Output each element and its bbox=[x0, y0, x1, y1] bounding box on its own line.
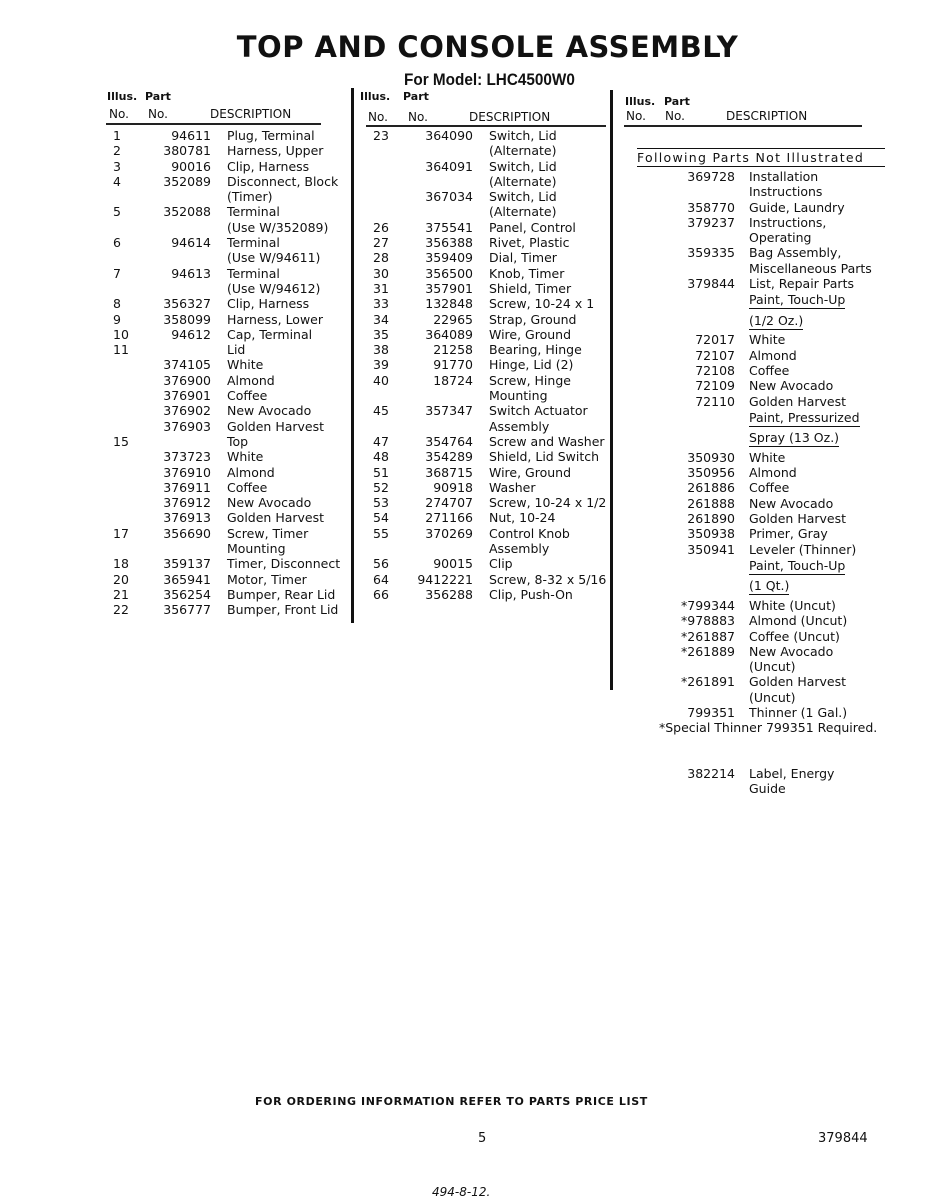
header-description: DESCRIPTION bbox=[726, 109, 808, 123]
part-number: 369728 bbox=[687, 169, 735, 184]
description: Paint, Touch-Up bbox=[749, 292, 846, 308]
part-number: 352088 bbox=[163, 204, 211, 220]
illus-number: 11 bbox=[113, 342, 129, 358]
illus-number: 9 bbox=[113, 311, 121, 327]
page-number: 5 bbox=[478, 1131, 487, 1146]
description: New Avocado bbox=[749, 643, 834, 659]
description: Rivet, Plastic bbox=[489, 235, 570, 251]
illus-number: 56 bbox=[373, 556, 389, 572]
header-part: Part bbox=[664, 95, 690, 108]
description: Operating bbox=[749, 230, 812, 246]
description: Control Knob bbox=[489, 525, 570, 541]
part-number: 358770 bbox=[687, 199, 735, 215]
part-number: 271166 bbox=[425, 510, 473, 526]
description: Shield, Lid Switch bbox=[489, 449, 600, 465]
description: Dial, Timer bbox=[489, 250, 557, 266]
part-number: *261891 bbox=[681, 674, 735, 690]
illus-number: 45 bbox=[373, 403, 389, 419]
part-number: 376913 bbox=[163, 510, 211, 526]
header-illus: Illus. bbox=[107, 90, 138, 103]
description: Installation bbox=[749, 169, 819, 184]
description: White bbox=[749, 449, 786, 465]
illus-number: 53 bbox=[373, 495, 389, 511]
description: Switch, Lid bbox=[489, 128, 557, 143]
description: Strap, Ground bbox=[489, 311, 577, 327]
part-number: 373723 bbox=[163, 449, 211, 465]
description: *Special Thinner 799351 Required. bbox=[659, 720, 878, 736]
description: New Avocado bbox=[749, 378, 834, 394]
description: Bumper, Rear Lid bbox=[227, 586, 336, 602]
header-illus-no: No. bbox=[626, 109, 646, 123]
column-divider bbox=[351, 88, 354, 623]
ordering-footer: FOR ORDERING INFORMATION REFER TO PARTS PRICE LIST bbox=[255, 1095, 648, 1108]
part-number: 350938 bbox=[687, 526, 735, 542]
description: Golden Harvest bbox=[227, 510, 325, 526]
description: (Uncut) bbox=[749, 659, 796, 675]
illus-number: 6 bbox=[113, 235, 121, 251]
description: Clip, Harness bbox=[227, 158, 310, 174]
illus-number: 5 bbox=[113, 204, 121, 220]
part-number: 356500 bbox=[425, 265, 473, 281]
part-number: 357901 bbox=[425, 280, 473, 296]
part-number: 376900 bbox=[163, 372, 211, 388]
document-number: 379844 bbox=[818, 1131, 868, 1146]
description: (1/2 Oz.) bbox=[749, 312, 804, 328]
part-number: 357347 bbox=[425, 403, 473, 419]
part-number: 375541 bbox=[425, 219, 473, 235]
description: Mounting bbox=[489, 388, 548, 404]
description: Timer, Disconnect bbox=[227, 556, 341, 572]
header-part: Part bbox=[403, 90, 429, 103]
part-number: 356288 bbox=[425, 586, 473, 602]
illus-number: 15 bbox=[113, 433, 129, 449]
description: Hinge, Lid (2) bbox=[489, 357, 574, 373]
part-number: 359137 bbox=[163, 556, 211, 572]
illus-number: 8 bbox=[113, 296, 121, 312]
handwritten-note: 494-8-12. bbox=[432, 1185, 491, 1199]
description: Switch Actuator bbox=[489, 403, 588, 419]
part-number: 364090 bbox=[425, 128, 473, 143]
description: Primer, Gray bbox=[749, 526, 828, 542]
description: Coffee (Uncut) bbox=[749, 628, 840, 644]
description: (Use W/94611) bbox=[227, 250, 321, 266]
header-part-no: No. bbox=[148, 107, 168, 121]
description: Bumper, Front Lid bbox=[227, 602, 339, 618]
description: Wire, Ground bbox=[489, 464, 572, 480]
description: Golden Harvest bbox=[749, 511, 847, 527]
description: Shield, Timer bbox=[489, 280, 572, 296]
description: Instructions, bbox=[749, 214, 827, 230]
part-number: 261888 bbox=[687, 495, 735, 511]
part-number: 9412221 bbox=[417, 571, 473, 587]
description: Instructions bbox=[749, 184, 823, 200]
page-title: TOP AND CONSOLE ASSEMBLY bbox=[236, 30, 739, 64]
description: Golden Harvest bbox=[749, 674, 847, 690]
description: White bbox=[749, 332, 786, 348]
header-part-no: No. bbox=[665, 109, 685, 123]
description: New Avocado bbox=[227, 403, 312, 419]
description: Clip bbox=[489, 556, 513, 572]
description: White bbox=[227, 357, 264, 373]
description: Almond bbox=[227, 372, 275, 388]
description: Screw, 8-32 x 5/16 bbox=[489, 571, 607, 587]
illus-number: 38 bbox=[373, 342, 389, 358]
part-number: 379844 bbox=[687, 276, 735, 292]
header-part-no: No. bbox=[408, 110, 428, 124]
part-number: 364089 bbox=[425, 326, 473, 342]
part-number: 72109 bbox=[695, 378, 735, 394]
description: Bag Assembly, bbox=[749, 245, 842, 261]
description: Guide, Laundry bbox=[749, 199, 845, 215]
description: Paint, Pressurized bbox=[749, 409, 860, 425]
part-number: 90015 bbox=[433, 556, 473, 572]
illus-number: 54 bbox=[373, 510, 389, 526]
part-number: 72110 bbox=[695, 393, 735, 409]
part-number: 374105 bbox=[163, 357, 211, 373]
illus-number: 31 bbox=[373, 280, 389, 296]
illus-number: 47 bbox=[373, 433, 389, 449]
part-number: 376911 bbox=[163, 479, 211, 495]
header-description: DESCRIPTION bbox=[469, 110, 551, 124]
part-number: 90918 bbox=[433, 479, 473, 495]
header-part: Part bbox=[145, 90, 171, 103]
part-number: 356777 bbox=[163, 602, 211, 618]
description: Assembly bbox=[489, 418, 550, 434]
part-number: 72107 bbox=[695, 347, 735, 363]
part-number: 380781 bbox=[163, 143, 211, 159]
illus-number: 26 bbox=[373, 219, 389, 235]
part-number: 356388 bbox=[425, 235, 473, 251]
description: Coffee bbox=[227, 388, 268, 404]
header-illus-no: No. bbox=[368, 110, 388, 124]
illus-number: 22 bbox=[113, 602, 129, 618]
part-number: 368715 bbox=[425, 464, 473, 480]
description: Leveler (Thinner) bbox=[749, 541, 857, 557]
illus-number: 66 bbox=[373, 586, 389, 602]
description: Top bbox=[227, 433, 249, 449]
illus-number: 4 bbox=[113, 173, 121, 189]
part-number: 350941 bbox=[687, 541, 735, 557]
description: Panel, Control bbox=[489, 219, 576, 235]
part-number: *261889 bbox=[681, 643, 735, 659]
not-illustrated-heading: Following Parts Not Illustrated bbox=[637, 148, 885, 167]
illus-number: 7 bbox=[113, 265, 121, 281]
part-number: 376912 bbox=[163, 495, 211, 511]
part-number: 94614 bbox=[171, 235, 211, 251]
part-number: 356327 bbox=[163, 296, 211, 312]
header-illus: Illus. bbox=[360, 90, 391, 103]
description: Coffee bbox=[749, 480, 790, 496]
description: Label, Energy bbox=[749, 765, 835, 781]
header-illus-no: No. bbox=[109, 107, 129, 121]
illus-number: 30 bbox=[373, 265, 389, 281]
part-number: 359335 bbox=[687, 245, 735, 261]
part-number: *978883 bbox=[681, 613, 735, 629]
illus-number: 33 bbox=[373, 296, 389, 312]
part-number: 356690 bbox=[163, 525, 211, 541]
header-rule bbox=[106, 123, 321, 125]
description: Golden Harvest bbox=[227, 418, 325, 434]
illus-number: 20 bbox=[113, 571, 129, 587]
description: Clip, Harness bbox=[227, 296, 310, 312]
description: Screw, 10-24 x 1/2 bbox=[489, 495, 607, 511]
description: Terminal bbox=[227, 265, 280, 281]
description: Cap, Terminal bbox=[227, 326, 313, 342]
part-number: 367034 bbox=[425, 189, 473, 205]
description: Wire, Ground bbox=[489, 326, 572, 342]
description: Screw, Hinge bbox=[489, 372, 571, 388]
part-number: 22965 bbox=[433, 311, 473, 327]
description: (Use W/352089) bbox=[227, 219, 329, 235]
description: Assembly bbox=[489, 541, 550, 557]
description: (Timer) bbox=[227, 189, 273, 205]
part-number: 72108 bbox=[695, 362, 735, 378]
part-number: *261887 bbox=[681, 628, 735, 644]
part-number: 354764 bbox=[425, 433, 473, 449]
part-number: 274707 bbox=[425, 495, 473, 511]
part-number: *799344 bbox=[681, 597, 735, 613]
illus-number: 10 bbox=[113, 326, 129, 342]
description: White (Uncut) bbox=[749, 597, 836, 613]
part-number: 18724 bbox=[433, 372, 473, 388]
description: (Alternate) bbox=[489, 173, 557, 189]
description: Coffee bbox=[227, 479, 268, 495]
description: (Use W/94612) bbox=[227, 280, 321, 296]
illus-number: 64 bbox=[373, 571, 389, 587]
description: New Avocado bbox=[227, 495, 312, 511]
description: Paint, Touch-Up bbox=[749, 557, 846, 573]
part-number: 94612 bbox=[171, 326, 211, 342]
description: Spray (13 Oz.) bbox=[749, 430, 840, 446]
illus-number: 34 bbox=[373, 311, 389, 327]
description: List, Repair Parts bbox=[749, 276, 854, 292]
description: Coffee bbox=[749, 362, 790, 378]
part-number: 94613 bbox=[171, 265, 211, 281]
description: Harness, Lower bbox=[227, 311, 324, 327]
column-divider bbox=[610, 90, 613, 690]
illus-number: 1 bbox=[113, 128, 121, 143]
part-number: 365941 bbox=[163, 571, 211, 587]
part-number: 379237 bbox=[687, 214, 735, 230]
part-number: 354289 bbox=[425, 449, 473, 465]
part-number: 72017 bbox=[695, 332, 735, 348]
description: Nut, 10-24 bbox=[489, 510, 556, 526]
illus-number: 48 bbox=[373, 449, 389, 465]
illus-number: 51 bbox=[373, 464, 389, 480]
part-number: 90016 bbox=[171, 158, 211, 174]
illus-number: 21 bbox=[113, 586, 129, 602]
part-number: 94611 bbox=[171, 128, 211, 143]
model-subtitle: For Model: LHC4500W0 bbox=[404, 70, 575, 89]
description: Terminal bbox=[227, 204, 280, 220]
description: White bbox=[227, 449, 264, 465]
illus-number: 35 bbox=[373, 326, 389, 342]
part-number: 261890 bbox=[687, 511, 735, 527]
description: (Alternate) bbox=[489, 143, 557, 159]
part-number: 376902 bbox=[163, 403, 211, 419]
description: Motor, Timer bbox=[227, 571, 307, 587]
illus-number: 18 bbox=[113, 556, 129, 572]
description: Terminal bbox=[227, 235, 280, 251]
description: Knob, Timer bbox=[489, 265, 565, 281]
description: Screw, 10-24 x 1 bbox=[489, 296, 595, 312]
description: Clip, Push-On bbox=[489, 586, 573, 602]
description: Screw, Timer bbox=[227, 525, 309, 541]
part-number: 376910 bbox=[163, 464, 211, 480]
part-number: 382214 bbox=[687, 765, 735, 781]
description: Miscellaneous Parts bbox=[749, 260, 872, 276]
illus-number: 3 bbox=[113, 158, 121, 174]
description: Harness, Upper bbox=[227, 143, 324, 159]
illus-number: 40 bbox=[373, 372, 389, 388]
description: Almond bbox=[749, 347, 797, 363]
description: Plug, Terminal bbox=[227, 128, 315, 143]
description: Thinner (1 Gal.) bbox=[749, 705, 848, 721]
part-number: 350956 bbox=[687, 465, 735, 481]
part-number: 358099 bbox=[163, 311, 211, 327]
description: Bearing, Hinge bbox=[489, 342, 582, 358]
description: Almond bbox=[749, 465, 797, 481]
illus-number: 2 bbox=[113, 143, 121, 159]
part-number: 91770 bbox=[433, 357, 473, 373]
part-number: 364091 bbox=[425, 158, 473, 174]
part-number: 350930 bbox=[687, 449, 735, 465]
description: Almond (Uncut) bbox=[749, 613, 848, 629]
part-number: 132848 bbox=[425, 296, 473, 312]
part-number: 376903 bbox=[163, 418, 211, 434]
part-number: 376901 bbox=[163, 388, 211, 404]
description: Screw and Washer bbox=[489, 433, 605, 449]
illus-number: 52 bbox=[373, 479, 389, 495]
description: Lid bbox=[227, 342, 246, 358]
illus-number: 17 bbox=[113, 525, 129, 541]
description: Guide bbox=[749, 780, 786, 796]
header-rule bbox=[624, 125, 862, 127]
part-number: 352089 bbox=[163, 173, 211, 189]
description: Mounting bbox=[227, 541, 286, 557]
part-number: 21258 bbox=[433, 342, 473, 358]
description: Almond bbox=[227, 464, 275, 480]
header-illus: Illus. bbox=[625, 95, 656, 108]
illus-number: 28 bbox=[373, 250, 389, 266]
illus-number: 27 bbox=[373, 235, 389, 251]
description: Disconnect, Block bbox=[227, 173, 339, 189]
description: (Uncut) bbox=[749, 689, 796, 705]
description: Washer bbox=[489, 479, 536, 495]
part-number: 261886 bbox=[687, 480, 735, 496]
illus-number: 39 bbox=[373, 357, 389, 373]
part-number: 799351 bbox=[687, 705, 735, 721]
description: Golden Harvest bbox=[749, 393, 847, 409]
description: (1 Qt.) bbox=[749, 578, 790, 594]
header-rule bbox=[366, 125, 606, 127]
part-number: 356254 bbox=[163, 586, 211, 602]
description: (Alternate) bbox=[489, 204, 557, 220]
description: New Avocado bbox=[749, 495, 834, 511]
part-number: 359409 bbox=[425, 250, 473, 266]
description: Switch, Lid bbox=[489, 158, 557, 174]
header-description: DESCRIPTION bbox=[210, 107, 292, 121]
part-number: 370269 bbox=[425, 525, 473, 541]
illus-number: 55 bbox=[373, 525, 389, 541]
description: Switch, Lid bbox=[489, 189, 557, 205]
illus-number: 23 bbox=[373, 128, 389, 143]
